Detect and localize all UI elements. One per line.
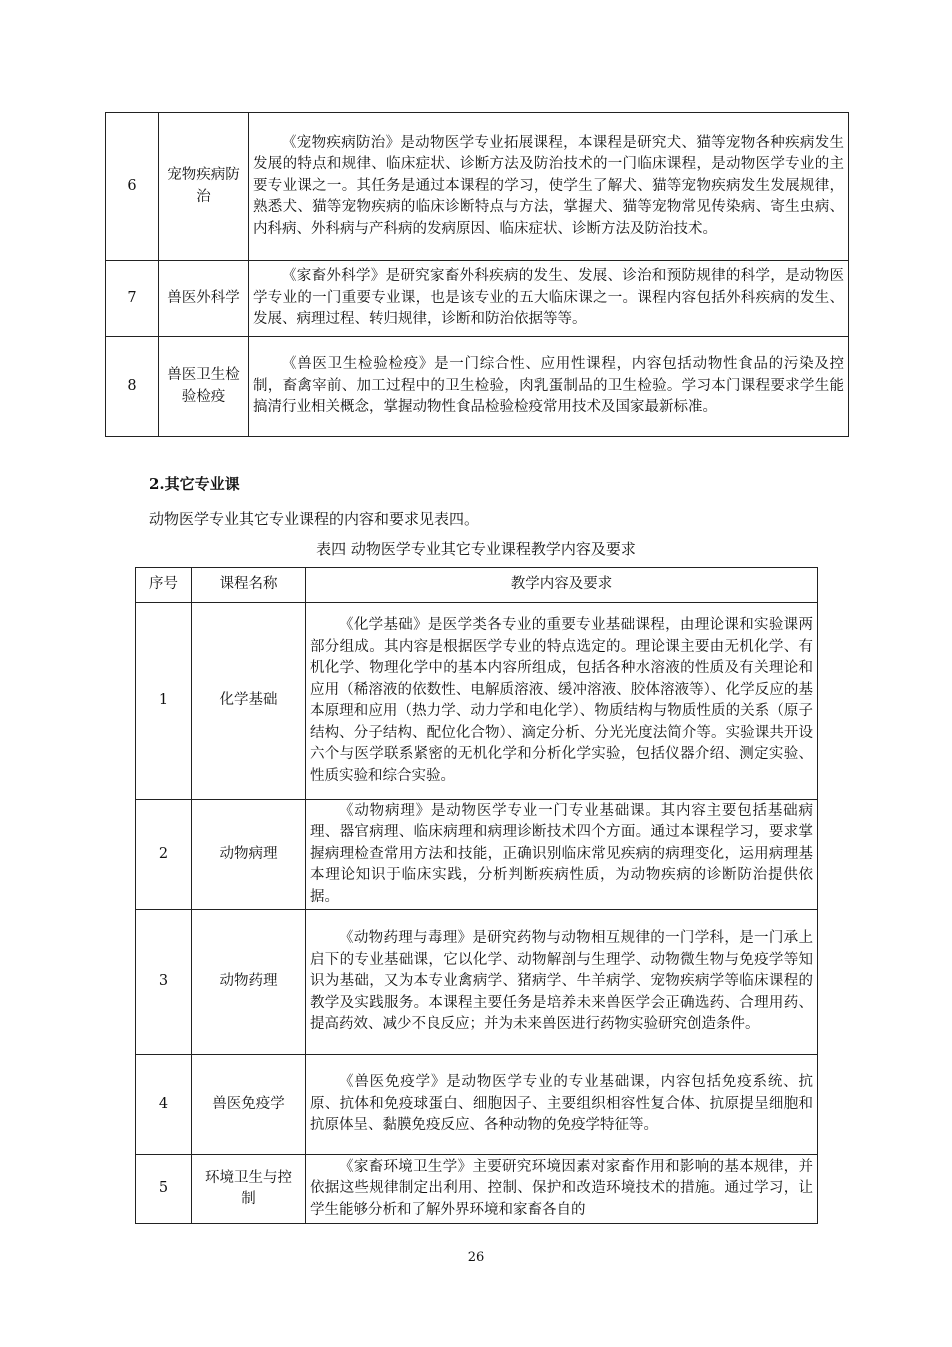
course-description: 《动物病理》是动物医学专业一门专业基础课。其内容主要包括基础病理、器官病理、临床病理和病理诊断技术四个方面。通过本课程学习，要求掌握病理检查常用方法和技能，正确识别临床常见疾病的病理变化，运用病理基本理论知识于临床实践，分析判断疾病性质，为动物疾病的诊断防治提供依据。 [306,800,818,910]
page-number: 26 [467,1250,485,1265]
table-row [136,1155,818,1224]
course-name: 动物药理 [192,910,306,1055]
header-content: 教学内容及要求 [306,568,818,603]
table-row [136,1055,818,1155]
course-name: 兽医免疫学 [192,1055,306,1155]
table-caption: 表四 动物医学专业其它专业课程教学内容及要求 [316,540,636,558]
course-table-continued [105,112,849,437]
course-description: 《化学基础》是医学类各专业的重要专业基础课程，由理论课和实验课两部分组成。其内容是根据医学专业的特点选定的。理论课主要由无机化学、有机化学、物理化学中的基本内容所组成，包括各种水溶液的性质及有关理论和应用（稀溶液的依数性、电解质溶液、缓冲溶液、胶体溶液等）、化学反应的基本原理和应用（热力学、动力学和电化学）、物质结构与物质性质的关系（原子结构、分子结构、配位化合物）、滴定分析、分光光度法简介等。实验课共开设六个与医学联系紧密的无机化学和分析化学实验，包括仪器介绍、测定实验、性质实验和综合实验。 [306,603,818,800]
course-description: 《兽医卫生检验检疫》是一门综合性、应用性课程，内容包括动物性食品的污染及控制，畜禽宰前、加工过程中的卫生检验，肉乳蛋制品的卫生检验。学习本门课程要求学生能搞清行业相关概念，掌握动物性食品检验检疫常用技术及国家最新标准。 [249,337,849,437]
course-name: 化学基础 [192,603,306,800]
course-name: 宠物疾病防治 [159,113,249,261]
table-row [106,261,849,337]
section-intro: 动物医学专业其它专业课程的内容和要求见表四。 [149,510,480,528]
course-name: 兽医卫生检验检疫 [159,337,249,437]
course-description: 《家畜外科学》是研究家畜外科疾病的发生、发展、诊治和预防规律的科学，是动物医学专业的一门重要专业课，也是该专业的五大临床课之一。课程内容包括外科疾病的发生、发展、病理过程、转归规律，诊断和防治依据等等。 [249,261,849,337]
course-description: 《动物药理与毒理》是研究药物与动物相互规律的一门学科，是一门承上启下的专业基础课，它以化学、动物解剖与生理学、动物微生物与免疫学等知识为基础，又为本专业禽病学、猪病学、牛羊病学、宠物疾病学等临床课程的教学及实践服务。本课程主要任务是培养未来兽医学会正确选药、合理用药、提高药效、减少不良反应；并为未来兽医进行药物实验研究创造条件。 [306,910,818,1055]
table-row [106,113,849,261]
row-number: 3 [136,910,192,1055]
course-name: 动物病理 [192,800,306,910]
course-name: 环境卫生与控制 [192,1155,306,1224]
header-number: 序号 [136,568,192,603]
row-number: 2 [136,800,192,910]
row-number: 8 [106,337,159,437]
course-name: 兽医外科学 [159,261,249,337]
header-course-name: 课程名称 [192,568,306,603]
table-row [106,337,849,437]
course-description: 《家畜环境卫生学》主要研究环境因素对家畜作用和影响的基本规律，并依据这些规律制定出利用、控制、保护和改造环境技术的措施。通过学习，让学生能够分析和了解外界环境和家畜各自的 [306,1155,818,1224]
table-row [136,800,818,910]
row-number: 7 [106,261,159,337]
table-row [136,603,818,800]
course-description: 《兽医免疫学》是动物医学专业的专业基础课，内容包括免疫系统、抗原、抗体和免疫球蛋白、细胞因子、主要组织相容性复合体、抗原提呈细胞和抗原体呈、黏膜免疫反应、各种动物的免疫学特征等。 [306,1055,818,1155]
table-row [136,910,818,1055]
row-number: 4 [136,1055,192,1155]
table-header-row [136,568,818,603]
row-number: 6 [106,113,159,261]
row-number: 1 [136,603,192,800]
course-description: 《宠物疾病防治》是动物医学专业拓展课程，本课程是研究犬、猫等宠物各种疾病发生发展的特点和规律、临床症状、诊断方法及防治技术的一门临床课程，是动物医学专业的主要专业课之一。其任务是通过本课程的学习，使学生了解犬、猫等宠物疾病发生发展规律，熟悉犬、猫等宠物疾病的临床诊断特点与方法，掌握犬、猫等宠物常见传染病、寄生虫病、内科病、外科病与产科病的发病原因、临床症状、诊断方法及防治技术。 [249,113,849,261]
section-heading: 2.其它专业课 [149,475,240,493]
course-table-four [135,567,818,1224]
row-number: 5 [136,1155,192,1224]
